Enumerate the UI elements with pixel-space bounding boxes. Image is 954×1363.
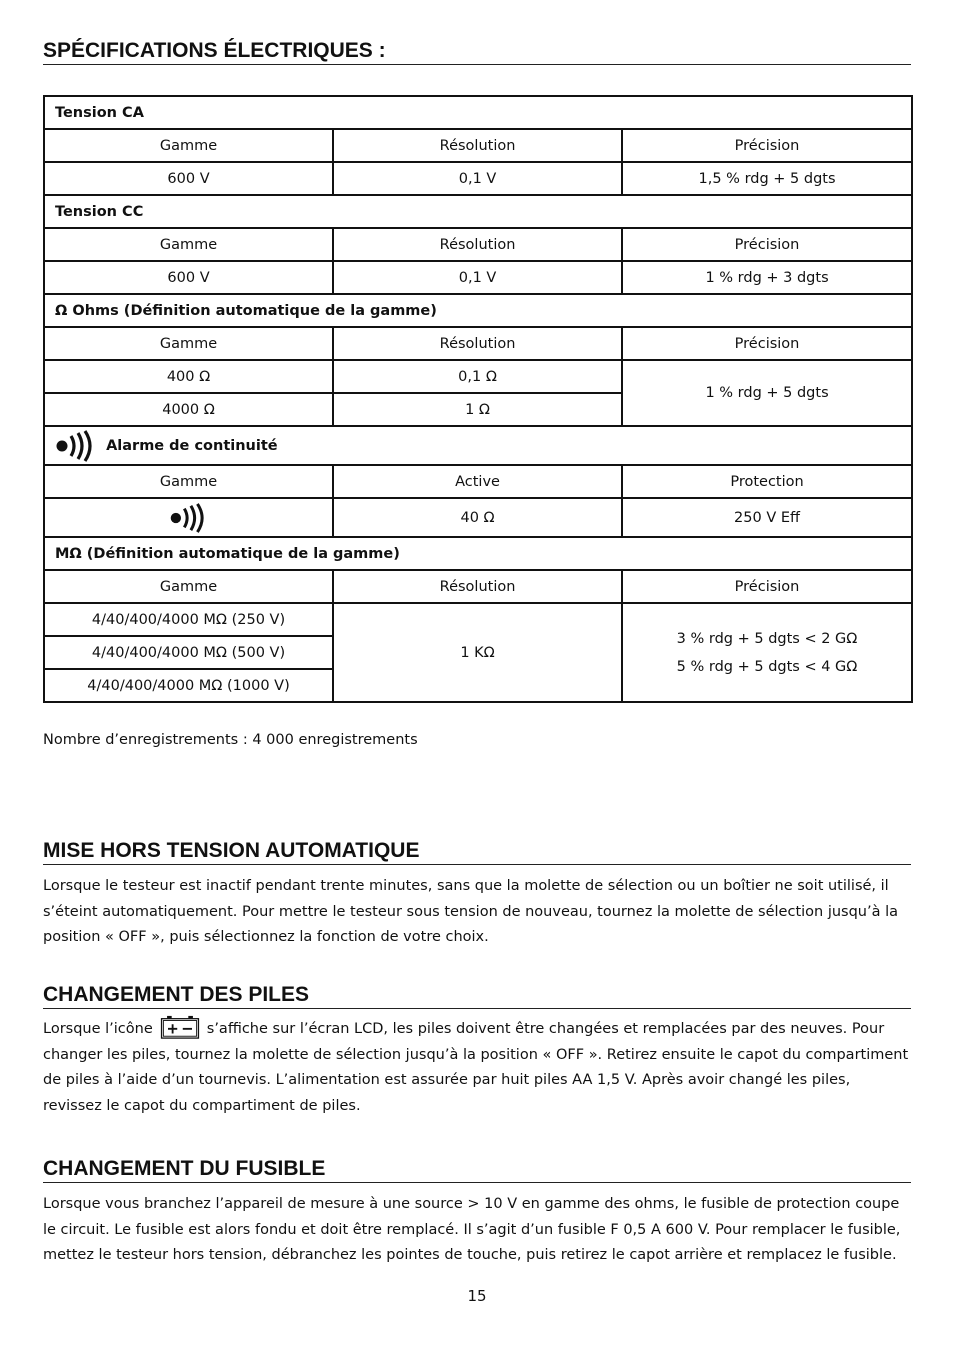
header-precision: Précision [622, 129, 912, 162]
continuity-beeper-icon [55, 430, 97, 462]
cell-range: 4/40/400/4000 MΩ (500 V) [44, 636, 333, 669]
header-resolution: Résolution [333, 129, 622, 162]
cell-protection: 250 V Eff [622, 498, 912, 537]
cell-range: 4/40/400/4000 MΩ (250 V) [44, 603, 333, 636]
header-precision: Précision [622, 228, 912, 261]
battery-text-after: s’affiche sur l’écran LCD, les piles doivent être changées et remplacées par des neuves. Pour changer les piles, tournez la molette de sélection jusqu’à la position « OFF ». Retirez ensuite le capot du compartiment de piles à l’aide d’un tournevis. L’alimentation est assurée par huit piles AA 1,5 V. Après avoir changé les piles, revissez le capot du compartiment de piles. [43, 1021, 909, 1114]
section-title-ac: Tension CA [44, 96, 912, 129]
auto-off-heading: MISE HORS TENSION AUTOMATIQUE [43, 838, 911, 865]
cell-active: 40 Ω [333, 498, 622, 537]
header-gamme: Gamme [44, 465, 333, 498]
cell-range: 600 V [44, 162, 333, 195]
cell-resolution: 0,1 Ω [333, 360, 622, 393]
section-title-ohms: Ω Ohms (Définition automatique de la gamme) [44, 294, 912, 327]
specs-table [43, 95, 913, 703]
battery-text-before: Lorsque l’icône [43, 1021, 153, 1037]
battery-icon [159, 1015, 201, 1039]
section-title-continuity [44, 426, 912, 465]
fuse-heading: CHANGEMENT DU FUSIBLE [43, 1156, 911, 1183]
accuracy-line: 5 % rdg + 5 dgts < 4 GΩ [676, 658, 858, 675]
cell-accuracy: 1,5 % rdg + 5 dgts [622, 162, 912, 195]
auto-off-text: Lorsque le testeur est inactif pendant trente minutes, sans que la molette de sélection ou un boîtier ne soit utilisé, il s’éteint automatiquement. Pour mettre le testeur sous tension de nouveau, tournez la molette de sélection jusqu’à la position « OFF », puis sélectionnez la fonction de votre choix. [43, 878, 899, 945]
cell-range [44, 498, 333, 537]
header-gamme: Gamme [44, 570, 333, 603]
cell-accuracy: 1 % rdg + 3 dgts [622, 261, 912, 294]
cell-range: 4000 Ω [44, 393, 333, 426]
cell-accuracy: 1 % rdg + 5 dgts [622, 360, 912, 426]
page-number: 15 [467, 1287, 487, 1305]
header-active: Active [333, 465, 622, 498]
accuracy-line: 3 % rdg + 5 dgts < 2 GΩ [676, 630, 858, 647]
battery-text [43, 1017, 911, 1119]
cell-accuracy [622, 603, 912, 702]
cell-range: 400 Ω [44, 360, 333, 393]
cell-resolution: 0,1 V [333, 261, 622, 294]
header-gamme: Gamme [44, 228, 333, 261]
header-resolution: Résolution [333, 228, 622, 261]
continuity-label: Alarme de continuité [106, 437, 278, 454]
battery-heading: CHANGEMENT DES PILES [43, 982, 911, 1009]
header-precision: Précision [622, 570, 912, 603]
header-resolution: Résolution [333, 327, 622, 360]
section-title-megohm: MΩ (Définition automatique de la gamme) [44, 537, 912, 570]
cell-resolution: 1 Ω [333, 393, 622, 426]
header-gamme: Gamme [44, 327, 333, 360]
cell-range: 4/40/400/4000 MΩ (1000 V) [44, 669, 333, 702]
section-title-dc: Tension CC [44, 195, 912, 228]
header-resolution: Résolution [333, 570, 622, 603]
header-protection: Protection [622, 465, 912, 498]
cell-range: 600 V [44, 261, 333, 294]
continuity-beeper-icon [169, 503, 209, 533]
records-note: Nombre d’enregistrements : 4 000 enregistrements [43, 732, 418, 748]
header-gamme: Gamme [44, 129, 333, 162]
cell-resolution: 0,1 V [333, 162, 622, 195]
header-precision: Précision [622, 327, 912, 360]
specs-heading: SPÉCIFICATIONS ÉLECTRIQUES : [43, 38, 911, 65]
fuse-text: Lorsque vous branchez l’appareil de mesure à une source > 10 V en gamme des ohms, le fusible de protection coupe le circuit. Le fusible est alors fondu et doit être remplacé. Il s’agit d’un fusible F 0,5 A 600 V. Pour remplacer le fusible, mettez le testeur hors tension, débranchez les pointes de touche, puis retirez le capot arrière et remplacez le fusible. [43, 1196, 901, 1263]
cell-resolution: 1 KΩ [333, 603, 622, 702]
